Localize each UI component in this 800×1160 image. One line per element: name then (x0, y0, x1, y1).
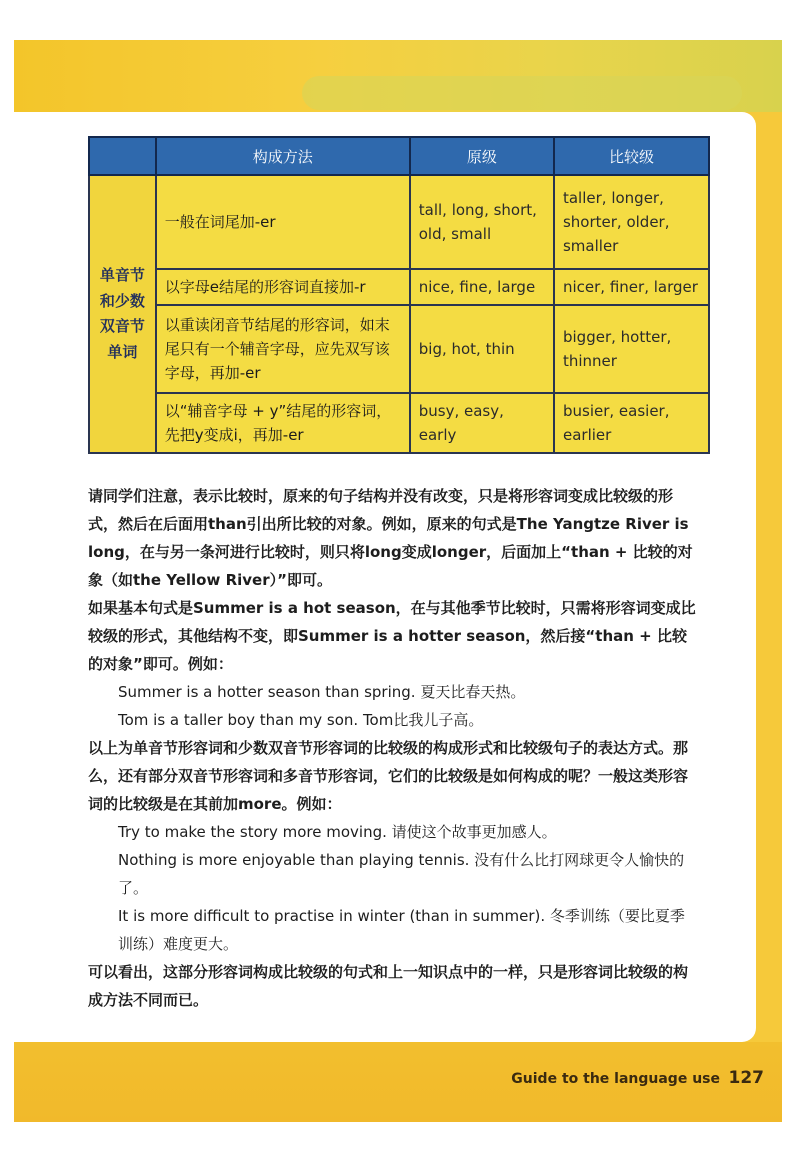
method-cell: 以“辅音字母 + y”结尾的形容词，先把y变成i，再加-er (156, 393, 410, 453)
top-band-glow (302, 76, 742, 110)
table-header-blank (89, 137, 156, 175)
body-text (88, 482, 698, 1014)
method-cell: 以重读闭音节结尾的形容词，如末尾只有一个辅音字母，应先双写该字母，再加-er (156, 305, 410, 393)
comparative-cell: bigger, hotter, thinner (554, 305, 709, 393)
group-label: 单音节和少数双音节单词 (89, 175, 156, 453)
comparative-formation-table (88, 136, 710, 454)
method-cell: 以字母e结尾的形容词直接加-r (156, 269, 410, 305)
example-sentence: Try to make the story more moving. 请使这个故事更加感人。 (118, 823, 557, 841)
table-row (89, 393, 709, 453)
example-sentence: Tom is a taller boy than my son. Tom比我儿子高。 (118, 711, 484, 729)
method-cell: 一般在词尾加-er (156, 175, 410, 269)
example-sentence: It is more difficult to practise in winter (than in summer). 冬季训练（要比夏季训练）难度更大。 (118, 907, 685, 953)
table-row (89, 305, 709, 393)
paragraph: 可以看出，这部分形容词构成比较级的句式和上一知识点中的一样，只是形容词比较级的构成方法不同而已。 (88, 963, 689, 1009)
comparative-cell: nicer, finer, larger (554, 269, 709, 305)
example-sentence: Summer is a hotter season than spring. 夏天比春天热。 (118, 683, 526, 701)
table-row (89, 175, 709, 269)
original-cell: big, hot, thin (410, 305, 554, 393)
table-row (89, 269, 709, 305)
table-header-method: 构成方法 (156, 137, 410, 175)
paragraph: 如果基本句式是Summer is a hot season，在与其他季节比较时，只需将形容词变成比较级的形式，其他结构不变，即Summer is a hotter season，然后接“than + 比较的对象”即可。例如： (88, 599, 696, 673)
table-header-comparative: 比较级 (554, 137, 709, 175)
top-decorative-band (14, 40, 782, 112)
comparative-cell: busier, easier, earlier (554, 393, 709, 453)
table-header-row (89, 137, 709, 175)
paragraph: 请同学们注意，表示比较时，原来的句子结构并没有改变，只是将形容词变成比较级的形式，然后在后面用than引出所比较的对象。例如，原来的句式是The Yangtze River is long，在与另一条河进行比较时，则只将long变成longer，后面加上“than + 比较的对象（如the Yellow River）”即可。 (88, 487, 693, 589)
paragraph: 以上为单音节形容词和少数双音节形容词的比较级的构成形式和比较级句子的表达方式。那么，还有部分双音节形容词和多音节形容词，它们的比较级是如何构成的呢？一般这类形容词的比较级是在其前加more。例如： (88, 739, 689, 813)
page-number: 127 (728, 1068, 764, 1088)
footer-section-title: Guide to the language use (511, 1071, 720, 1087)
original-cell: nice, fine, large (410, 269, 554, 305)
comparative-cell: taller, longer, shorter, older, smaller (554, 175, 709, 269)
original-cell: busy, easy, early (410, 393, 554, 453)
original-cell: tall, long, short, old, small (410, 175, 554, 269)
example-sentence: Nothing is more enjoyable than playing tennis. 没有什么比打网球更令人愉快的了。 (118, 851, 685, 897)
table-header-original: 原级 (410, 137, 554, 175)
